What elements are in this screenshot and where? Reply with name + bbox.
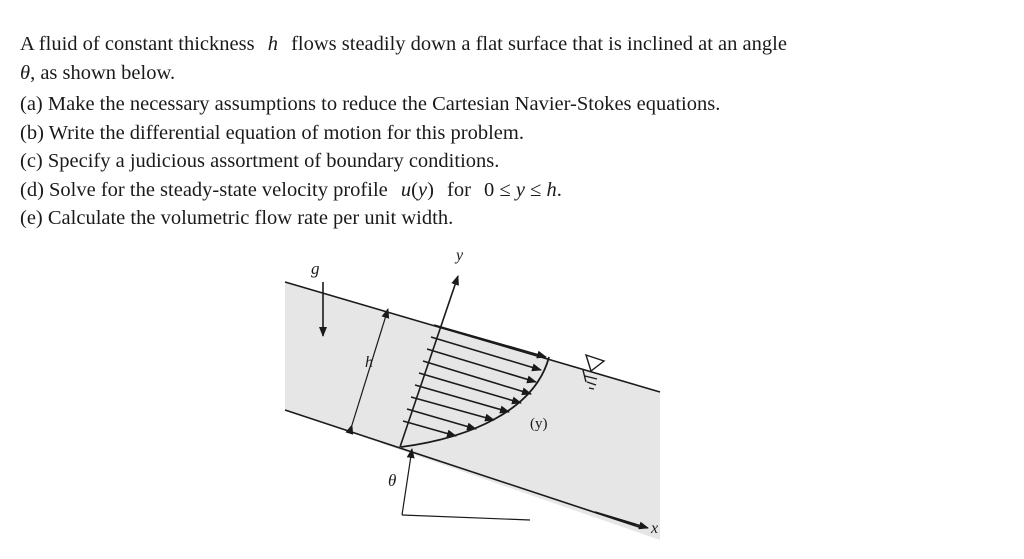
x-axis-label: x xyxy=(651,520,659,537)
thickness-label: h xyxy=(365,354,373,371)
intro-var-h: h xyxy=(267,33,278,55)
part-a: (a) Make the necessary assumptions to reduce the Cartesian Navier-Stokes equations. xyxy=(20,93,721,115)
part-d-range-0: 0 ≤ xyxy=(484,178,511,201)
part-d-end: . xyxy=(556,178,562,201)
intro-text-2: , as shown below. xyxy=(30,61,176,84)
part-d-range-h: h xyxy=(546,178,557,201)
part-d-range-y: y xyxy=(515,178,525,201)
part-d-range-le: ≤ xyxy=(530,178,542,201)
free-surface-triangle-icon xyxy=(586,355,604,371)
part-d-for: for xyxy=(447,178,471,201)
intro-text-1a: A fluid of constant thickness xyxy=(20,33,255,55)
part-d-text: (d) Solve for the steady-state velocity profile xyxy=(20,178,388,201)
part-e: (e) Calculate the volumetric flow rate per unit width. xyxy=(20,207,454,229)
part-b: (b) Write the differential equation of motion for this problem. xyxy=(20,121,524,144)
part-d: (d) Solve for the steady-state velocity profile u(y) for 0 ≤ y ≤ h. xyxy=(20,178,562,201)
part-d-y: y xyxy=(417,178,428,201)
theta-label: θ xyxy=(388,471,397,490)
y-axis-label: y xyxy=(456,247,464,264)
theta-horizontal-line xyxy=(402,515,530,520)
intro-text-1b: flows steadily down a flat surface that is inclined at an angle xyxy=(291,33,787,55)
gravity-label: g xyxy=(311,259,320,278)
intro-var-theta: θ xyxy=(20,61,31,84)
part-c: (c) Specify a judicious assortment of boundary conditions. xyxy=(20,150,500,172)
fluid-film-region xyxy=(285,282,660,540)
part-d-u: u xyxy=(400,178,412,201)
theta-vertical-line xyxy=(402,449,412,515)
velocity-profile-label: (y) xyxy=(530,416,548,432)
